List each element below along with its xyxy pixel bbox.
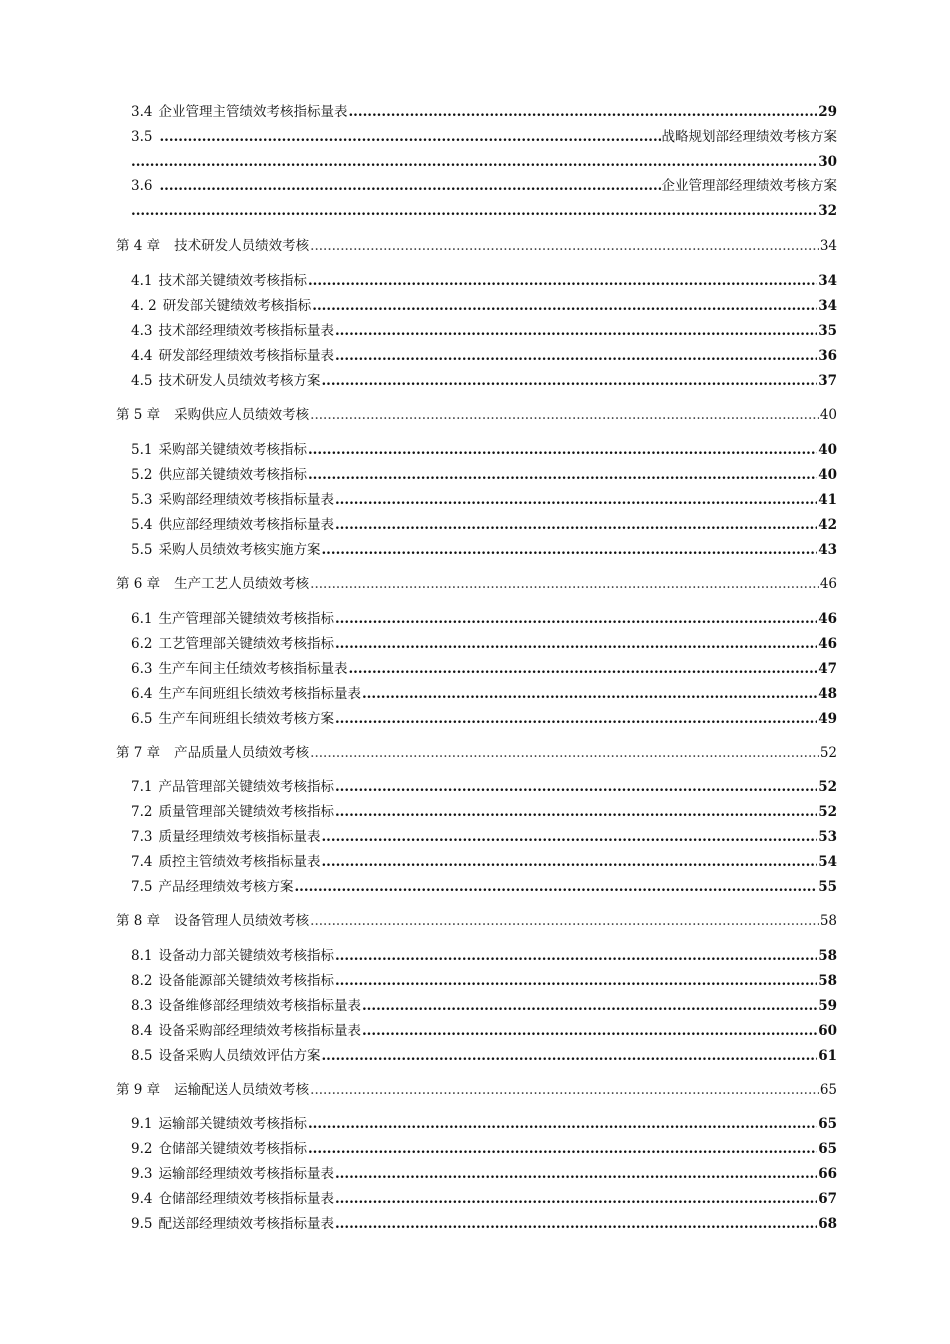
toc-entry[interactable] (131, 372, 837, 390)
dot-leader (131, 153, 818, 171)
toc-entry[interactable] (131, 466, 837, 484)
dot-leader (321, 541, 817, 559)
toc-entry[interactable] (131, 272, 837, 290)
entry-title: 生产管理部关键绩效考核指标 (158, 611, 334, 627)
dot-leader (131, 202, 818, 220)
dot-leader (312, 297, 817, 315)
dot-leader (159, 177, 660, 195)
page-number: 47 (818, 661, 837, 677)
dot-leader (335, 803, 817, 821)
toc-entry[interactable] (131, 828, 837, 846)
toc-chapter-entry[interactable] (116, 1081, 837, 1099)
entry-title: 供应部经理绩效考核指标量表 (158, 517, 334, 533)
dot-leader (159, 128, 660, 146)
page-number: 52 (818, 779, 837, 795)
dot-leader (308, 1115, 817, 1133)
page-number: 58 (819, 913, 837, 929)
entry-number: 9.5 (131, 1216, 153, 1232)
page-number: 67 (818, 1191, 837, 1207)
toc-entry[interactable] (131, 1165, 837, 1183)
page-number: 34 (818, 273, 837, 289)
dot-leader (348, 660, 817, 678)
page-number: 32 (818, 203, 837, 219)
entry-number: 7.4 (131, 854, 153, 870)
entry-number: 9.1 (131, 1116, 153, 1132)
page-number: 37 (818, 373, 837, 389)
entry-title: 设备采购部经理绩效考核指标量表 (158, 1023, 361, 1039)
entry-title: 仓储部关键绩效考核指标 (158, 1141, 307, 1157)
page-number: 52 (818, 804, 837, 820)
toc-entry[interactable] (131, 441, 837, 459)
page-number: 40 (818, 467, 837, 483)
toc-entry[interactable] (131, 972, 837, 990)
entry-number: 7.1 (131, 779, 153, 795)
entry-title: 技术研发人员绩效考核 (174, 238, 310, 254)
page-number: 46 (819, 576, 837, 592)
dot-leader (335, 516, 817, 534)
entry-number: 第 6 章 (116, 576, 161, 592)
entry-number: 第 9 章 (116, 1082, 161, 1098)
entry-title: 设备维修部经理绩效考核指标量表 (158, 998, 361, 1014)
dot-leader (348, 103, 817, 121)
page-number: 59 (818, 998, 837, 1014)
toc-chapter-entry[interactable] (116, 912, 837, 930)
entry-title: 技术部经理绩效考核指标量表 (158, 323, 334, 339)
entry-title: 仓储部经理绩效考核指标量表 (158, 1191, 334, 1207)
entry-number: 7.5 (131, 879, 153, 895)
dot-leader (308, 1140, 817, 1158)
entry-number: 第 7 章 (116, 745, 161, 761)
page-number: 30 (818, 154, 837, 170)
entry-number: 5.2 (131, 467, 153, 483)
dot-leader (321, 372, 817, 390)
entry-title: 运输部经理绩效考核指标量表 (158, 1166, 334, 1182)
entry-number: 5.3 (131, 492, 153, 508)
entry-number: 6.4 (131, 686, 153, 702)
entry-title: 产品管理部关键绩效考核指标 (158, 779, 334, 795)
toc-entry[interactable] (131, 177, 837, 195)
entry-number: 4.5 (131, 373, 153, 389)
page-number: 40 (819, 407, 837, 423)
dot-leader (362, 997, 817, 1015)
entry-title: 运输部关键绩效考核指标 (158, 1116, 307, 1132)
entry-title: 产品质量人员绩效考核 (174, 745, 310, 761)
dot-leader (362, 1022, 817, 1040)
entry-title: 战略规划部经理绩效考核方案 (661, 129, 837, 145)
entry-title: 技术部关键绩效考核指标 (158, 273, 307, 289)
entry-title: 研发部关键绩效考核指标 (162, 298, 312, 314)
entry-number: 3.4 (131, 104, 153, 120)
toc-entry[interactable] (131, 103, 837, 121)
entry-title: 采购部经理绩效考核指标量表 (158, 492, 334, 508)
page-number: 36 (818, 348, 837, 364)
dot-leader (294, 878, 817, 896)
page-number: 52 (819, 745, 837, 761)
toc-entry[interactable] (131, 491, 837, 509)
page-number: 66 (818, 1166, 837, 1182)
entry-number: 6.2 (131, 636, 153, 652)
page-number: 43 (818, 542, 837, 558)
toc-entry[interactable] (131, 635, 837, 653)
entry-title: 研发部经理绩效考核指标量表 (158, 348, 334, 364)
toc-chapter-entry[interactable] (116, 406, 837, 424)
entry-title: 采购人员绩效考核实施方案 (158, 542, 321, 558)
dot-leader (321, 1047, 817, 1065)
toc-chapter-entry[interactable] (116, 237, 837, 255)
entry-number: 7.3 (131, 829, 153, 845)
entry-title: 质量管理部关键绩效考核指标 (158, 804, 334, 820)
page-number: 68 (818, 1216, 837, 1232)
dot-leader (310, 575, 819, 593)
toc-entry[interactable] (131, 1190, 837, 1208)
entry-title: 企业管理部经理绩效考核方案 (661, 178, 837, 194)
dot-leader (335, 322, 817, 340)
entry-title: 企业管理主管绩效考核指标量表 (158, 104, 348, 120)
entry-title: 运输配送人员绩效考核 (174, 1082, 310, 1098)
toc-entry[interactable] (131, 878, 837, 896)
entry-number: 4. 2 (131, 298, 157, 314)
toc-entry[interactable] (131, 1115, 837, 1133)
entry-title: 设备能源部关键绩效考核指标 (158, 973, 334, 989)
entry-number: 3.6 (131, 178, 153, 194)
page-number: 58 (818, 948, 837, 964)
toc-entry[interactable] (131, 516, 837, 534)
toc-entry[interactable] (131, 128, 837, 146)
page-number: 48 (818, 686, 837, 702)
page-number: 46 (818, 636, 837, 652)
dot-leader (321, 853, 817, 871)
page-number: 34 (818, 298, 837, 314)
entry-title: 配送部经理绩效考核指标量表 (158, 1216, 334, 1232)
page-number: 65 (818, 1116, 837, 1132)
entry-number: 8.4 (131, 1023, 153, 1039)
toc-entry[interactable] (131, 322, 837, 340)
toc-entry[interactable] (131, 347, 837, 365)
toc-entry[interactable] (131, 541, 837, 559)
dot-leader (310, 406, 819, 424)
toc-entry[interactable] (131, 1140, 837, 1158)
dot-leader (310, 1081, 819, 1099)
entry-title: 质量经理绩效考核指标量表 (158, 829, 321, 845)
toc-entry[interactable] (131, 997, 837, 1015)
toc-entry[interactable] (131, 660, 837, 678)
page-number: 29 (818, 104, 837, 120)
entry-title: 采购部关键绩效考核指标 (158, 442, 307, 458)
toc-entry[interactable] (131, 1022, 837, 1040)
page-number: 58 (818, 973, 837, 989)
page-number: 40 (818, 442, 837, 458)
dot-leader (335, 972, 817, 990)
toc-entry[interactable] (131, 853, 837, 871)
page-number: 61 (818, 1048, 837, 1064)
dot-leader (335, 710, 817, 728)
page-number: 42 (818, 517, 837, 533)
toc-entry[interactable] (131, 778, 837, 796)
entry-title: 技术研发人员绩效考核方案 (158, 373, 321, 389)
entry-title: 工艺管理部关键绩效考核指标 (158, 636, 334, 652)
page-number: 46 (818, 611, 837, 627)
page-number: 55 (818, 879, 837, 895)
entry-number: 第 5 章 (116, 407, 161, 423)
entry-number: 8.1 (131, 948, 153, 964)
page-number: 65 (819, 1082, 837, 1098)
entry-title: 设备采购人员绩效评估方案 (158, 1048, 321, 1064)
entry-number: 4.4 (131, 348, 153, 364)
dot-leader (335, 635, 817, 653)
toc-chapter-entry[interactable] (116, 744, 837, 762)
toc-entry[interactable] (131, 1215, 837, 1233)
entry-title: 采购供应人员绩效考核 (174, 407, 310, 423)
toc-chapter-entry[interactable] (116, 575, 837, 593)
page-number: 54 (818, 854, 837, 870)
toc-entry[interactable] (131, 610, 837, 628)
entry-number: 第 8 章 (116, 913, 161, 929)
page-number: 60 (818, 1023, 837, 1039)
entry-number: 8.3 (131, 998, 153, 1014)
page-number: 34 (819, 238, 837, 254)
dot-leader (335, 1215, 817, 1233)
entry-title: 设备动力部关键绩效考核指标 (158, 948, 334, 964)
entry-number: 5.5 (131, 542, 153, 558)
toc-entry-continuation (131, 202, 837, 220)
entry-number: 9.4 (131, 1191, 153, 1207)
entry-number: 6.5 (131, 711, 153, 727)
page-number: 49 (818, 711, 837, 727)
entry-number: 8.5 (131, 1048, 153, 1064)
page-number: 65 (818, 1141, 837, 1157)
dot-leader (310, 912, 819, 930)
entry-title: 生产车间班组长绩效考核方案 (158, 711, 334, 727)
toc-entry[interactable] (131, 1047, 837, 1065)
dot-leader (335, 778, 817, 796)
entry-number: 5.4 (131, 517, 153, 533)
entry-number: 4.3 (131, 323, 153, 339)
toc-entry[interactable] (131, 710, 837, 728)
toc-entry-continuation (131, 153, 837, 171)
entry-title: 生产车间班组长绩效考核指标量表 (158, 686, 361, 702)
dot-leader (308, 272, 817, 290)
dot-leader (362, 685, 817, 703)
dot-leader (321, 828, 817, 846)
toc-entry[interactable] (131, 803, 837, 821)
dot-leader (310, 744, 819, 762)
entry-number: 6.3 (131, 661, 153, 677)
toc-entry[interactable] (131, 947, 837, 965)
page-number: 35 (818, 323, 837, 339)
toc-entry[interactable] (131, 297, 837, 315)
entry-number: 第 4 章 (116, 238, 161, 254)
page-number: 53 (818, 829, 837, 845)
dot-leader (335, 610, 817, 628)
entry-title: 产品经理绩效考核方案 (158, 879, 294, 895)
entry-number: 6.1 (131, 611, 153, 627)
entry-title: 设备管理人员绩效考核 (174, 913, 310, 929)
entry-title: 生产车间主任绩效考核指标量表 (158, 661, 348, 677)
dot-leader (308, 441, 817, 459)
toc-entry[interactable] (131, 685, 837, 703)
dot-leader (335, 947, 817, 965)
entry-number: 3.5 (131, 129, 153, 145)
entry-number: 5.1 (131, 442, 153, 458)
entry-title: 质控主管绩效考核指标量表 (158, 854, 321, 870)
entry-number: 9.3 (131, 1166, 153, 1182)
entry-number: 4.1 (131, 273, 153, 289)
entry-title: 供应部关键绩效考核指标 (158, 467, 307, 483)
dot-leader (335, 347, 817, 365)
entry-number: 8.2 (131, 973, 153, 989)
dot-leader (310, 237, 819, 255)
dot-leader (335, 1165, 817, 1183)
entry-number: 9.2 (131, 1141, 153, 1157)
entry-number: 7.2 (131, 804, 153, 820)
entry-title: 生产工艺人员绩效考核 (174, 576, 310, 592)
dot-leader (335, 491, 817, 509)
dot-leader (335, 1190, 817, 1208)
page-number: 41 (818, 492, 837, 508)
dot-leader (308, 466, 817, 484)
